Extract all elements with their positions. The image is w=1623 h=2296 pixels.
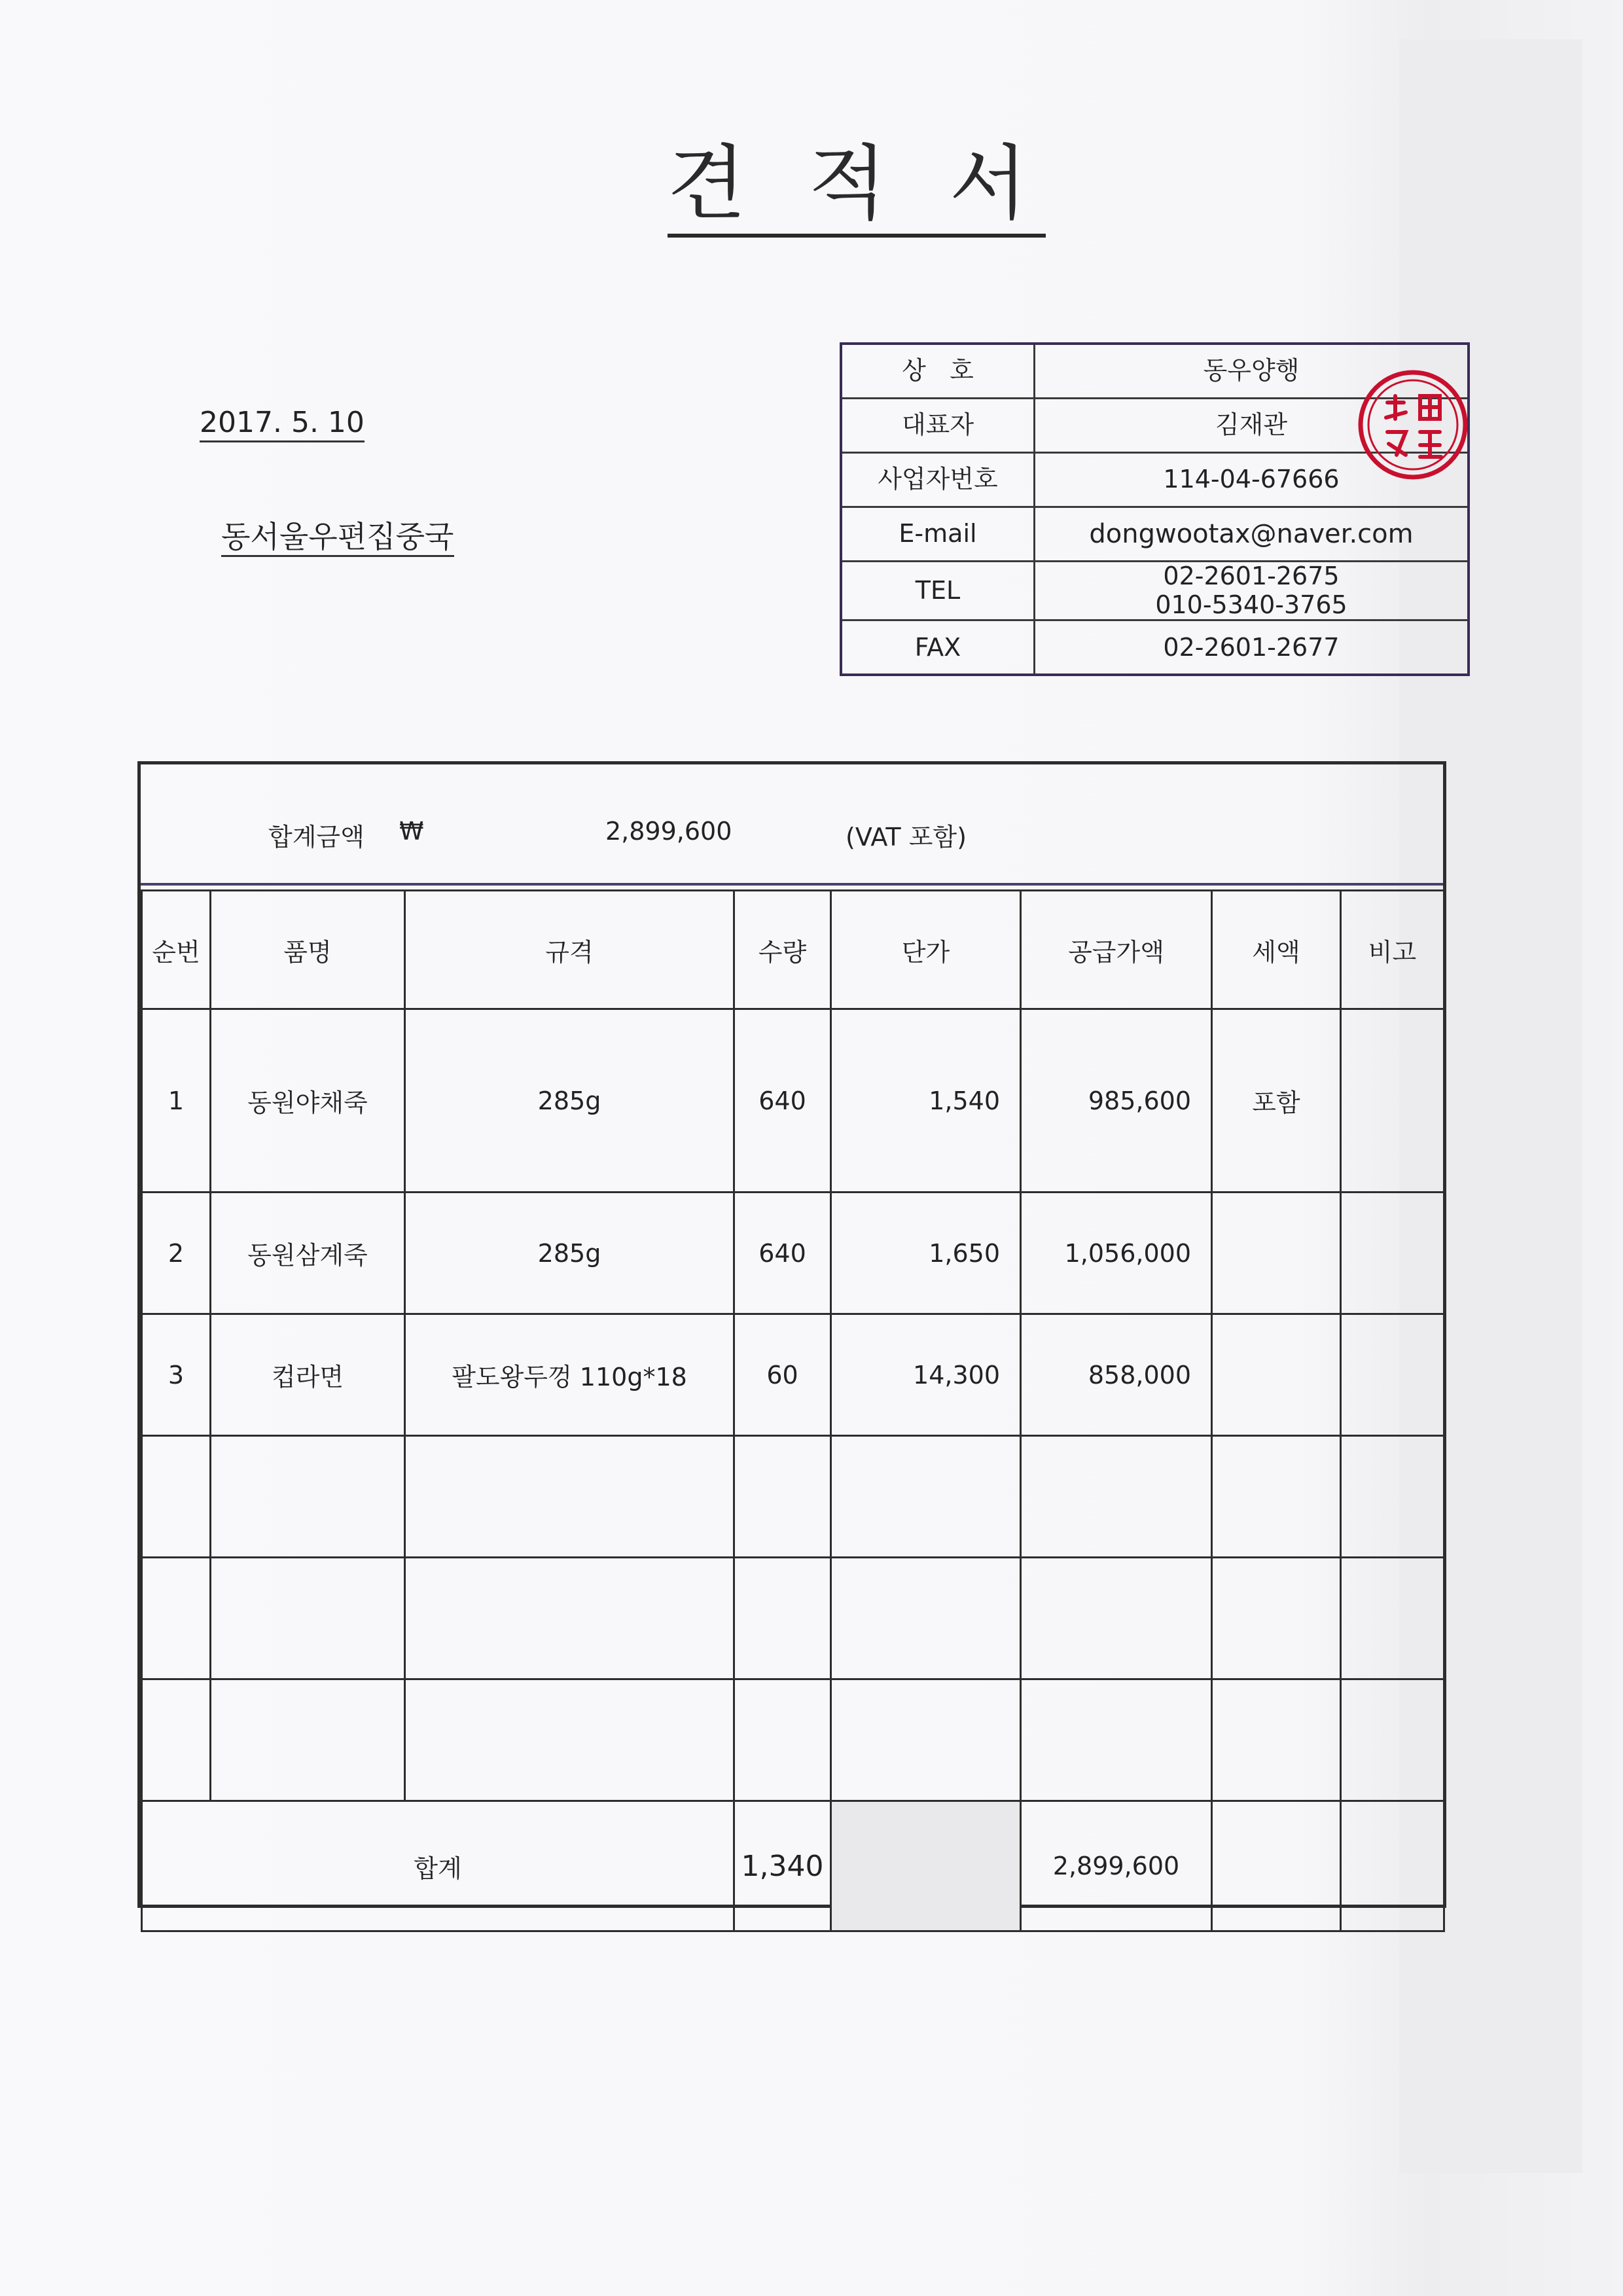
total-amount-row [141, 764, 1443, 886]
col-header: 품명 [211, 891, 405, 1009]
total-supply: 2,899,600 [1021, 1801, 1212, 1931]
table-row [142, 1193, 1444, 1314]
empty-row [142, 1436, 1444, 1558]
total-note [1341, 1801, 1444, 1931]
supplier-value: 02-2601-2677 [1035, 620, 1469, 675]
col-header: 수량 [734, 891, 831, 1009]
item-spec: 285g [405, 1009, 734, 1193]
vat-note: (VAT 포함) [846, 823, 967, 852]
recipient: 동서울우편집중국 [221, 519, 454, 557]
item-spec: 팔도왕두껑 110g*18 [405, 1314, 734, 1436]
item-note [1341, 1193, 1444, 1314]
item-supply: 1,056,000 [1021, 1193, 1212, 1314]
item-spec: 285g [405, 1193, 734, 1314]
row-no: 2 [142, 1193, 211, 1314]
row-no: 1 [142, 1009, 211, 1193]
supplier-label: 상 호 [841, 344, 1035, 399]
item-unit-price: 1,540 [831, 1009, 1021, 1193]
supplier-row [841, 507, 1469, 562]
item-supply: 858,000 [1021, 1314, 1212, 1436]
row-no: 3 [142, 1314, 211, 1436]
total-blank [831, 1801, 1021, 1931]
item-qty: 640 [734, 1009, 831, 1193]
supplier-label: TEL [841, 562, 1035, 620]
col-header: 순번 [142, 891, 211, 1009]
currency-symbol: ₩ [399, 817, 424, 846]
item-unit-price: 1,650 [831, 1193, 1021, 1314]
total-amount-label: 합계금액 [268, 823, 365, 852]
total-tax [1212, 1801, 1341, 1931]
supplier-row [841, 620, 1469, 675]
col-header: 규격 [405, 891, 734, 1009]
supplier-label: 사업자번호 [841, 453, 1035, 507]
total-row [142, 1801, 1444, 1931]
item-tax [1212, 1193, 1341, 1314]
col-header: 비고 [1341, 891, 1444, 1009]
empty-row [142, 1679, 1444, 1801]
supplier-row [841, 562, 1469, 620]
item-qty: 640 [734, 1193, 831, 1314]
company-seal-stamp [1355, 367, 1471, 483]
supplier-value: 114-04-67666 [1035, 453, 1469, 507]
item-tax [1212, 1314, 1341, 1436]
item-supply: 985,600 [1021, 1009, 1212, 1193]
supplier-value: 동우양행 [1035, 344, 1469, 399]
tel-1: 02-2601-2675 [1163, 562, 1340, 590]
table-row [142, 1314, 1444, 1436]
table-row [142, 1009, 1444, 1193]
total-label: 합계 [142, 1801, 734, 1931]
supplier-label: 대표자 [841, 399, 1035, 453]
empty-row [142, 1558, 1444, 1679]
table-header-row [142, 891, 1444, 1009]
col-header: 단가 [831, 891, 1021, 1009]
supplier-email: dongwootax@naver.com [1035, 507, 1469, 562]
col-header: 세액 [1212, 891, 1341, 1009]
document-date: 2017. 5. 10 [200, 406, 365, 442]
tel-2: 010-5340-3765 [1155, 590, 1347, 619]
item-qty: 60 [734, 1314, 831, 1436]
items-table [141, 889, 1445, 1932]
document-title: 견 적 서 [668, 137, 1046, 238]
item-note [1341, 1009, 1444, 1193]
total-amount-value: 2,899,600 [605, 817, 732, 846]
item-unit-price: 14,300 [831, 1314, 1021, 1436]
item-name: 컵라면 [211, 1314, 405, 1436]
item-tax: 포함 [1212, 1009, 1341, 1193]
total-qty: 1,340 [734, 1801, 831, 1931]
supplier-value: 김재관 [1035, 399, 1469, 453]
item-name: 동원삼계죽 [211, 1193, 405, 1314]
item-name: 동원야채죽 [211, 1009, 405, 1193]
col-header: 공급가액 [1021, 891, 1212, 1009]
supplier-tel [1035, 562, 1469, 620]
supplier-label: FAX [841, 620, 1035, 675]
quote-table-frame [137, 761, 1446, 1908]
supplier-label: E-mail [841, 507, 1035, 562]
item-note [1341, 1314, 1444, 1436]
